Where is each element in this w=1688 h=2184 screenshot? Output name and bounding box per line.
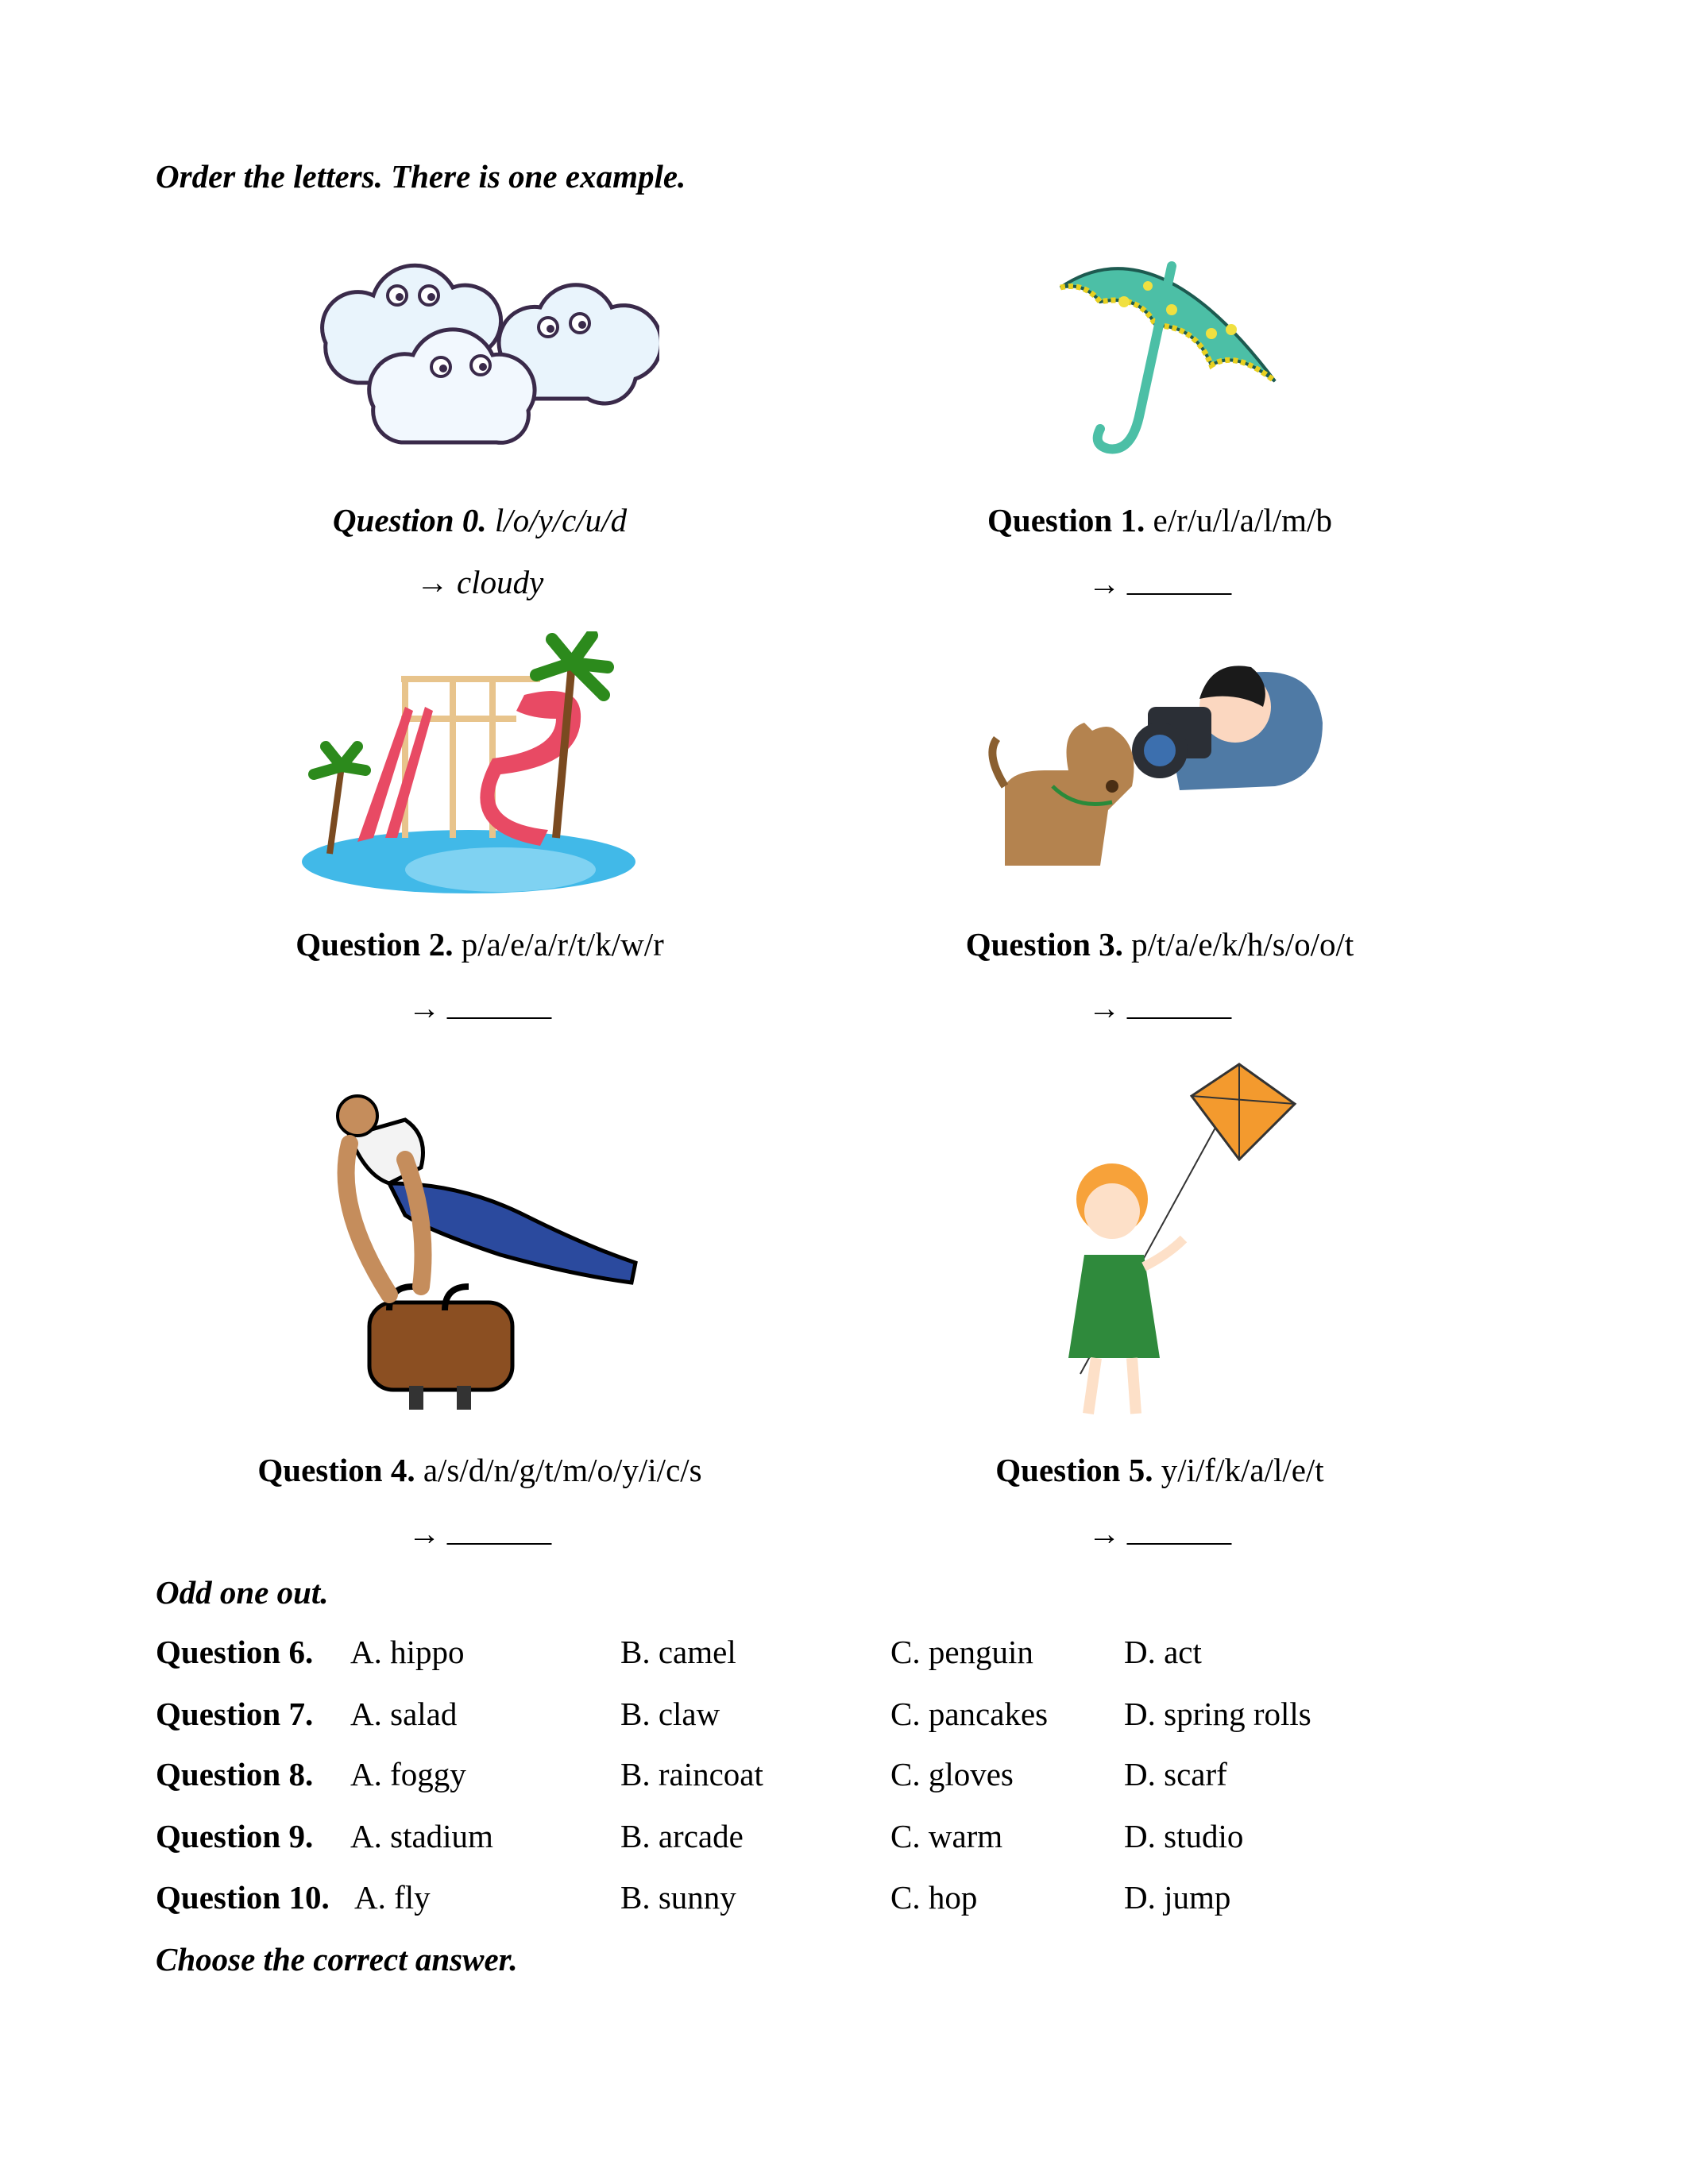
option-b[interactable]: B. claw <box>620 1696 720 1732</box>
scrambled-letters: e/r/u/l/a/l/m/b <box>1153 502 1332 538</box>
umbrella-picture <box>1053 238 1283 465</box>
girl-flying-kite-picture <box>1033 1056 1303 1430</box>
question-3-answer-line <box>1088 987 1232 1027</box>
clouds-picture <box>310 248 659 450</box>
arrow-icon: → <box>1087 990 1121 1026</box>
option-c[interactable]: C. pancakes <box>890 1696 1049 1732</box>
section-heading-odd-one-out: Odd one out. <box>156 1574 329 1611</box>
arrow-icon: → <box>408 1515 441 1552</box>
answer-blank[interactable] <box>447 987 552 1019</box>
option-a[interactable]: A. hippo <box>350 1634 465 1670</box>
scrambled-letters: p/t/a/e/k/h/s/o/o/t <box>1131 926 1354 963</box>
option-d[interactable]: D. spring rolls <box>1124 1696 1311 1732</box>
question-label: Question 2. <box>295 926 454 963</box>
scrambled-letters: l/o/y/c/u/d <box>494 502 628 538</box>
question-label: Question 9. <box>156 1818 314 1854</box>
question-label: Question 1. <box>987 502 1145 538</box>
option-a[interactable]: A. stadium <box>350 1818 493 1854</box>
question-2-prompt <box>295 925 663 963</box>
question-label: Question 10. <box>156 1879 330 1916</box>
option-a[interactable]: A. salad <box>350 1696 458 1732</box>
question-label: Question 8. <box>156 1756 314 1792</box>
answer-blank[interactable] <box>1127 1513 1232 1545</box>
option-a[interactable]: A. foggy <box>350 1756 466 1792</box>
question-label: Question 4. <box>257 1452 415 1488</box>
arrow-icon: → <box>415 564 449 600</box>
option-d[interactable]: D. act <box>1124 1634 1202 1670</box>
gymnast-pommel-horse-picture <box>318 1088 651 1422</box>
option-b[interactable]: B. arcade <box>620 1818 744 1854</box>
question-4-prompt <box>257 1451 701 1489</box>
option-b[interactable]: B. camel <box>620 1634 736 1670</box>
example-answer: cloudy <box>456 564 544 600</box>
option-b[interactable]: B. raincoat <box>620 1756 763 1792</box>
question-4-answer-line <box>408 1513 552 1553</box>
arrow-icon: → <box>1087 1515 1121 1552</box>
question-label: Question 3. <box>965 926 1123 963</box>
question-5-prompt <box>995 1451 1323 1489</box>
question-3-prompt <box>966 925 1354 963</box>
question-1-answer-line <box>1088 563 1232 603</box>
question-0-prompt <box>333 501 627 539</box>
answer-blank[interactable] <box>447 1513 552 1545</box>
option-d[interactable]: D. scarf <box>1124 1756 1227 1792</box>
option-c[interactable]: C. hop <box>890 1879 978 1916</box>
scrambled-letters: y/i/f/k/a/l/e/t <box>1161 1452 1324 1488</box>
scrambled-letters: p/a/e/a/r/t/k/w/r <box>461 926 664 963</box>
arrow-icon: → <box>1087 565 1121 602</box>
question-5-answer-line <box>1088 1513 1232 1553</box>
question-label: Question 5. <box>995 1452 1153 1488</box>
question-0-answer-line <box>416 563 544 601</box>
option-c[interactable]: C. gloves <box>890 1756 1014 1792</box>
option-c[interactable]: C. penguin <box>890 1634 1033 1670</box>
answer-blank[interactable] <box>1127 987 1232 1019</box>
question-label: Question 0. <box>332 502 487 538</box>
section-heading-order-letters: Order the letters. There is one example. <box>156 158 686 195</box>
scrambled-letters: a/s/d/n/g/t/m/o/y/i/c/s <box>423 1452 702 1488</box>
water-park-picture <box>294 631 667 901</box>
arrow-icon: → <box>408 990 441 1026</box>
section-heading-choose-correct-answer: Choose the correct answer. <box>156 1941 518 1978</box>
photographer-with-dog-picture <box>973 651 1354 882</box>
option-d[interactable]: D. jump <box>1124 1879 1231 1916</box>
question-label: Question 6. <box>156 1634 314 1670</box>
question-1-prompt <box>987 501 1332 539</box>
question-label: Question 7. <box>156 1696 314 1732</box>
option-c[interactable]: C. warm <box>890 1818 1003 1854</box>
option-b[interactable]: B. sunny <box>620 1879 736 1916</box>
option-d[interactable]: D. studio <box>1124 1818 1244 1854</box>
question-2-answer-line <box>408 987 552 1027</box>
option-a[interactable]: A. fly <box>354 1879 431 1916</box>
answer-blank[interactable] <box>1127 563 1232 595</box>
